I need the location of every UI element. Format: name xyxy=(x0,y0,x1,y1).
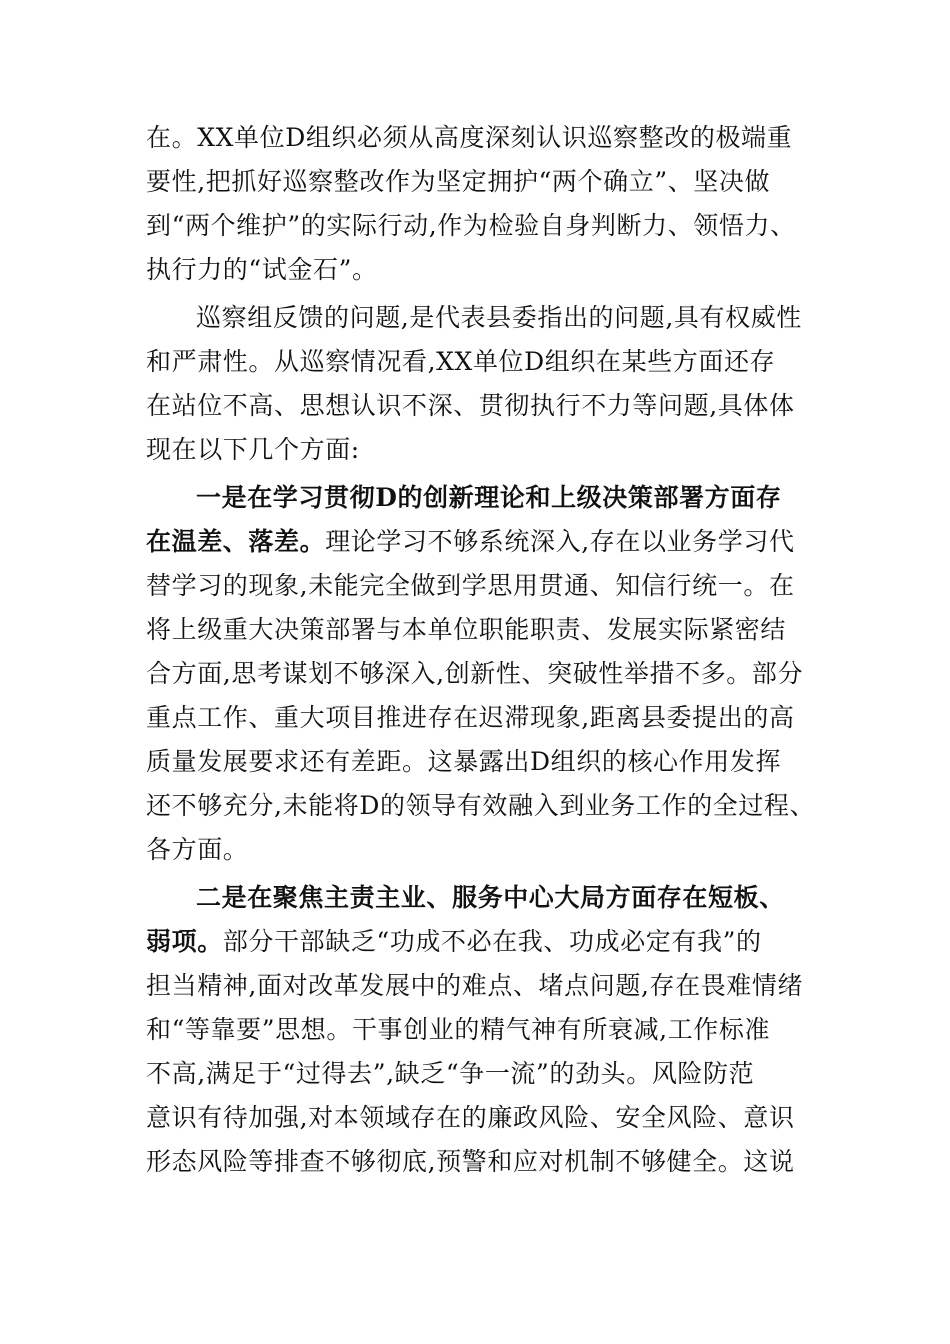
text-line xyxy=(146,204,826,248)
text-segment: 到“两个维护”的实际行动,作为检验自身判断力、领悟力、 xyxy=(146,211,796,240)
text-segment: 在。XX单位D组织必须从高度深刻认识巡察整改的极端重 xyxy=(146,123,793,152)
text-segment: 替学习的现象,未能完全做到学思用贯通、知信行统一。在 xyxy=(146,571,795,600)
text-segment: 重点工作、重大项目推进存在迟滞现象,距离县委提出的高 xyxy=(146,703,795,732)
heading-line xyxy=(196,876,876,920)
text-segment: 还不够充分,未能将D的领导有效融入到业务工作的全过程、 xyxy=(146,791,816,820)
text-line xyxy=(146,1008,826,1052)
text-segment: 合方面,思考谋划不够深入,创新性、突破性举措不多。部分 xyxy=(146,659,804,688)
text-segment: 不高,满足于“过得去”,缺乏“争一流”的劲头。风险防范 xyxy=(146,1059,755,1088)
text-segment: 和严肃性。从巡察情况看,XX单位D组织在某些方面还存 xyxy=(146,347,776,376)
text-line xyxy=(146,1140,826,1184)
text-line xyxy=(146,828,826,872)
text-segment: 质量发展要求还有差距。这暴露出D组织的核心作用发挥 xyxy=(146,747,782,776)
text-line xyxy=(146,964,826,1008)
text-segment: 巡察组反馈的问题,是代表县委指出的问题,具有权威性 xyxy=(196,303,802,332)
text-line xyxy=(146,608,826,652)
text-line xyxy=(146,520,826,564)
text-line xyxy=(146,248,826,292)
text-line xyxy=(146,564,826,608)
text-line xyxy=(146,784,826,828)
text-line xyxy=(146,428,826,472)
text-line xyxy=(146,384,826,428)
text-segment: 和“等靠要”思想。干事创业的精气神有所衰减,工作标准 xyxy=(146,1015,771,1044)
bold-heading-segment: 弱项。 xyxy=(146,927,223,956)
text-line xyxy=(146,116,826,160)
text-segment: 形态风险等排查不够彻底,预警和应对机制不够健全。这说 xyxy=(146,1147,795,1176)
text-line xyxy=(146,652,826,696)
text-segment: 将上级重大决策部署与本单位职能职责、发展实际紧密结 xyxy=(146,615,787,644)
text-segment: 执行力的“试金石”。 xyxy=(146,255,378,284)
text-segment: 理论学习不够系统深入,存在以业务学习代 xyxy=(325,527,795,556)
bold-heading-segment: 在温差、落差。 xyxy=(146,527,326,556)
text-segment: 部分干部缺乏“功成不必在我、功成必定有我”的 xyxy=(222,927,762,956)
text-line xyxy=(146,696,826,740)
text-segment: 意识有待加强,对本领域存在的廉政风险、安全风险、意识 xyxy=(146,1103,795,1132)
text-line xyxy=(146,1096,826,1140)
bold-heading-segment: 二是在聚焦主责主业、服务中心大局方面存在短板、 xyxy=(196,883,785,912)
text-line xyxy=(146,340,826,384)
paragraph-first-line xyxy=(196,296,876,340)
text-line xyxy=(146,920,826,964)
text-segment: 各方面。 xyxy=(146,835,249,864)
text-segment: 现在以下几个方面: xyxy=(146,435,360,464)
text-segment: 在站位不高、思想认识不深、贯彻执行不力等问题,具体体 xyxy=(146,391,795,420)
text-line xyxy=(146,160,826,204)
heading-line xyxy=(196,476,876,520)
text-segment: 要性,把抓好巡察整改作为坚定拥护“两个确立”、坚决做 xyxy=(146,167,771,196)
text-segment: 担当精神,面对改革发展中的难点、堵点问题,存在畏难情绪 xyxy=(146,971,804,1000)
text-line xyxy=(146,1052,826,1096)
text-line xyxy=(146,740,826,784)
bold-heading-segment: 一是在学习贯彻D的创新理论和上级决策部署方面存 xyxy=(196,483,782,512)
